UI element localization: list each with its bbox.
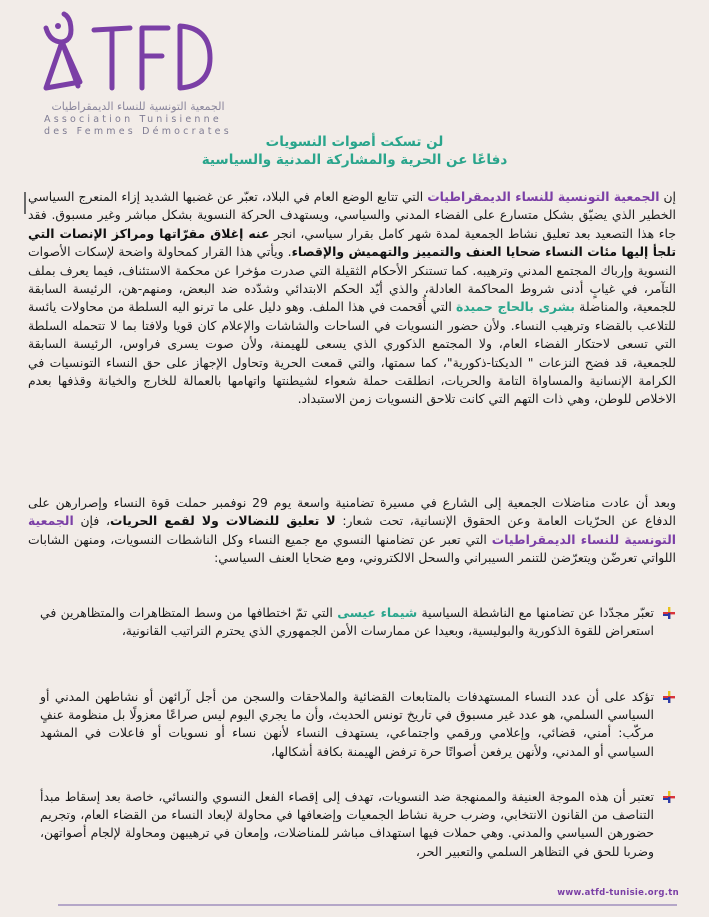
p1-text: التي أُقحمت في هذا الملف. وهو دليل على ما ترنو اليه السلطة من محاولات يائسة للتلاعب بالقضاء وترهيب النساء. ولأن حضور النسويات في الساحات والشاشات والإعلام كان قويا ولافتا بما لا تتحمله السلطة التي تسعى لاحتكار الفضاء العام، ولا المجتمع الذكوري الذي يسعى للهيمنة، ولأن صوت يسرى فراوس، الرئيسة السابقة للجمعية، قد فضح النزعات " الديكتا-ذكورية"، كما سمتها، والتي قمعت الحرية وتحاول الإجهاز على حق النساء التونسيات في الكرامة الإنسانية والمساواة التامة والحريات، انطلقت حملة شعواء لشيطنتها واتهامها بالعمالة للخارج والخيانة وقذفها بعدم الاخلاص للوطن، وهي ذات التهم التي كانت تلاحق النسويات زمن الاستبداد. bbox=[28, 299, 676, 407]
cross-bullet-icon bbox=[662, 790, 676, 804]
bullet-item bbox=[40, 604, 654, 640]
slogan: لا تعليق للنضالات ولا لقمع الحريات bbox=[110, 513, 336, 529]
statement-subtitle: دفاعًا عن الحرية والمشاركة المدنية والسياسية bbox=[201, 152, 508, 168]
statement-title: لن تسكت أصوات النسويات bbox=[265, 134, 444, 150]
cross-bullet-icon bbox=[662, 690, 676, 704]
p1-text: إن bbox=[659, 189, 676, 204]
p2-text: ، فإن bbox=[73, 513, 110, 529]
paragraph-1 bbox=[28, 188, 676, 409]
bullet-item bbox=[40, 788, 654, 861]
org-name: الجمعية التونسية للنساء الديمقراطيات bbox=[28, 513, 676, 547]
paragraph-2 bbox=[28, 494, 676, 568]
atfd-logo bbox=[38, 8, 238, 137]
person-name: شيماء عيسى bbox=[337, 605, 418, 620]
cross-bullet-icon bbox=[662, 606, 676, 620]
logo-french-line1: Association Tunisienne bbox=[44, 114, 222, 125]
p1-text: التي تتابع الوضع العام في البلاد، تعبّر عن غضبها الشديد إزاء المنعرج السياسي الخطير الذي يضيّق بشكل متسارع على الفضاء المدني والسياسي، ويستهدف الحركة النسوية بشكل مباشر وغير مسبوق. فقد جاء هذا التصعيد بعد تعليق نشاط الجمعية لمدة شهر كامل بقرار سياسي، انجر bbox=[28, 189, 676, 241]
p2-text: وبعد أن عادت مناضلات الجمعية إلى الشارع في مسيرة تضامنية واسعة يوم 29 نوفمبر حملت قوة النساء وإصرارهن على الدفاع عن الحرّيات العامة وعن الحقوق الإنسانية، تحت شعار: bbox=[28, 495, 676, 529]
p1-bold: عنه إغلاق مقرّاتها ومراكز الإنصات التي تلجأ إليها مئات النساء ضحايا العنف والتمييز والتهميش والإقصاء bbox=[28, 225, 676, 260]
bullet-item bbox=[40, 688, 654, 761]
footer-divider bbox=[58, 904, 677, 906]
footer-website-link[interactable]: www.atfd-tunisie.org.tn bbox=[557, 888, 679, 898]
bullet-text: التي تمّ اختطافها من وسط المتظاهرات والمتظاهرين في استعراض للقوة الذكورية والبوليسية، وبعيدا عن ممارسات الأمن الجمهوري الذي يحترم التراتيب القانونية، bbox=[40, 605, 654, 639]
person-name: بشرى بالحاج حميدة bbox=[456, 299, 575, 315]
logo-french-line2: des Femmes Démocrates bbox=[44, 126, 232, 137]
text-cursor-bar bbox=[24, 192, 26, 214]
logo-mark-icon bbox=[38, 8, 238, 100]
logo-arabic-name: الجمعية التونسية للنساء الديمقراطيات bbox=[51, 100, 225, 113]
p1-text: . ويأتي هذا القرار كمحاولة واضحة لإسكات الأصوات النسوية وإرباك المجتمع المدني وترهيبه. كما تستنكر الأحكام الثقيلة التي صدرت مؤخرا عن محكمة الاستئناف، فيما يعرف بملف التآمر، في غيابٍ أدنى شروط المحاكمة العادلة، والذي أيّد الحكم الابتدائي وشدّده ضد البعض، ومنهم-هن، الرئيسة السابقة للجمعية، والمناضلة bbox=[28, 244, 676, 315]
bullet-text: تؤكد على أن عدد النساء المستهدفات بالمتابعات القضائية والملاحقات والسجن من أجل آرائهن أو نشاطهن المدني أو السياسي السلمي، هو عدد غير مسبوق في تاريخ تونس الحديث، وأن ما يجري اليوم ليس صراعًا معزولًا بل منظومة عنفٍ مركّب: أمني، قضائي، وإعلامي ورقمي واجتماعي، يستهدف النساء لأنهن نساء أو نسويات أو فاعلات في المشهد السياسي أو المدني، ولأنهن يرفعن أصواتًا حرة ترفض الهيمنة بكافة أشكالها، bbox=[40, 689, 654, 759]
p2-text: التي تعبر عن تضامنها النسوي مع جميع النساء وكل الناشطات النسويات، ومنهن الشابات اللواتي تعرضّن ويتعرّضن للتنمر السيبراني والسحل الالكتروني، ومع ضحايا العنف السياسي: bbox=[28, 531, 676, 566]
bullet-text: تعتبر أن هذه الموجة العنيفة والممنهجة ضد النسويات، تهدف إلى إقصاء الفعل النسوي والنسائي، خاصة بعد إسقاط مبدأ التناصف من القانون الانتخابي، وضرب حرية نشاط الجمعيات وإضعافها في محاولة لإبعاد النساء من القضاء العام، وتجريم حضورهن السياسي والمدني. وهي حملات فيها استهداف مباشر للمناضلات، وإمعان في ترهيبهن ومحاولة لإلجام أصواتهن، وضربا للحق في التظاهر السلمي والتعبير الحر، bbox=[40, 789, 654, 859]
org-name: الجمعية التونسية للنساء الديمقراطيات bbox=[427, 189, 660, 204]
bullet-text: تعبّر مجدّدا عن تضامنها مع الناشطة السياسية bbox=[417, 605, 654, 620]
